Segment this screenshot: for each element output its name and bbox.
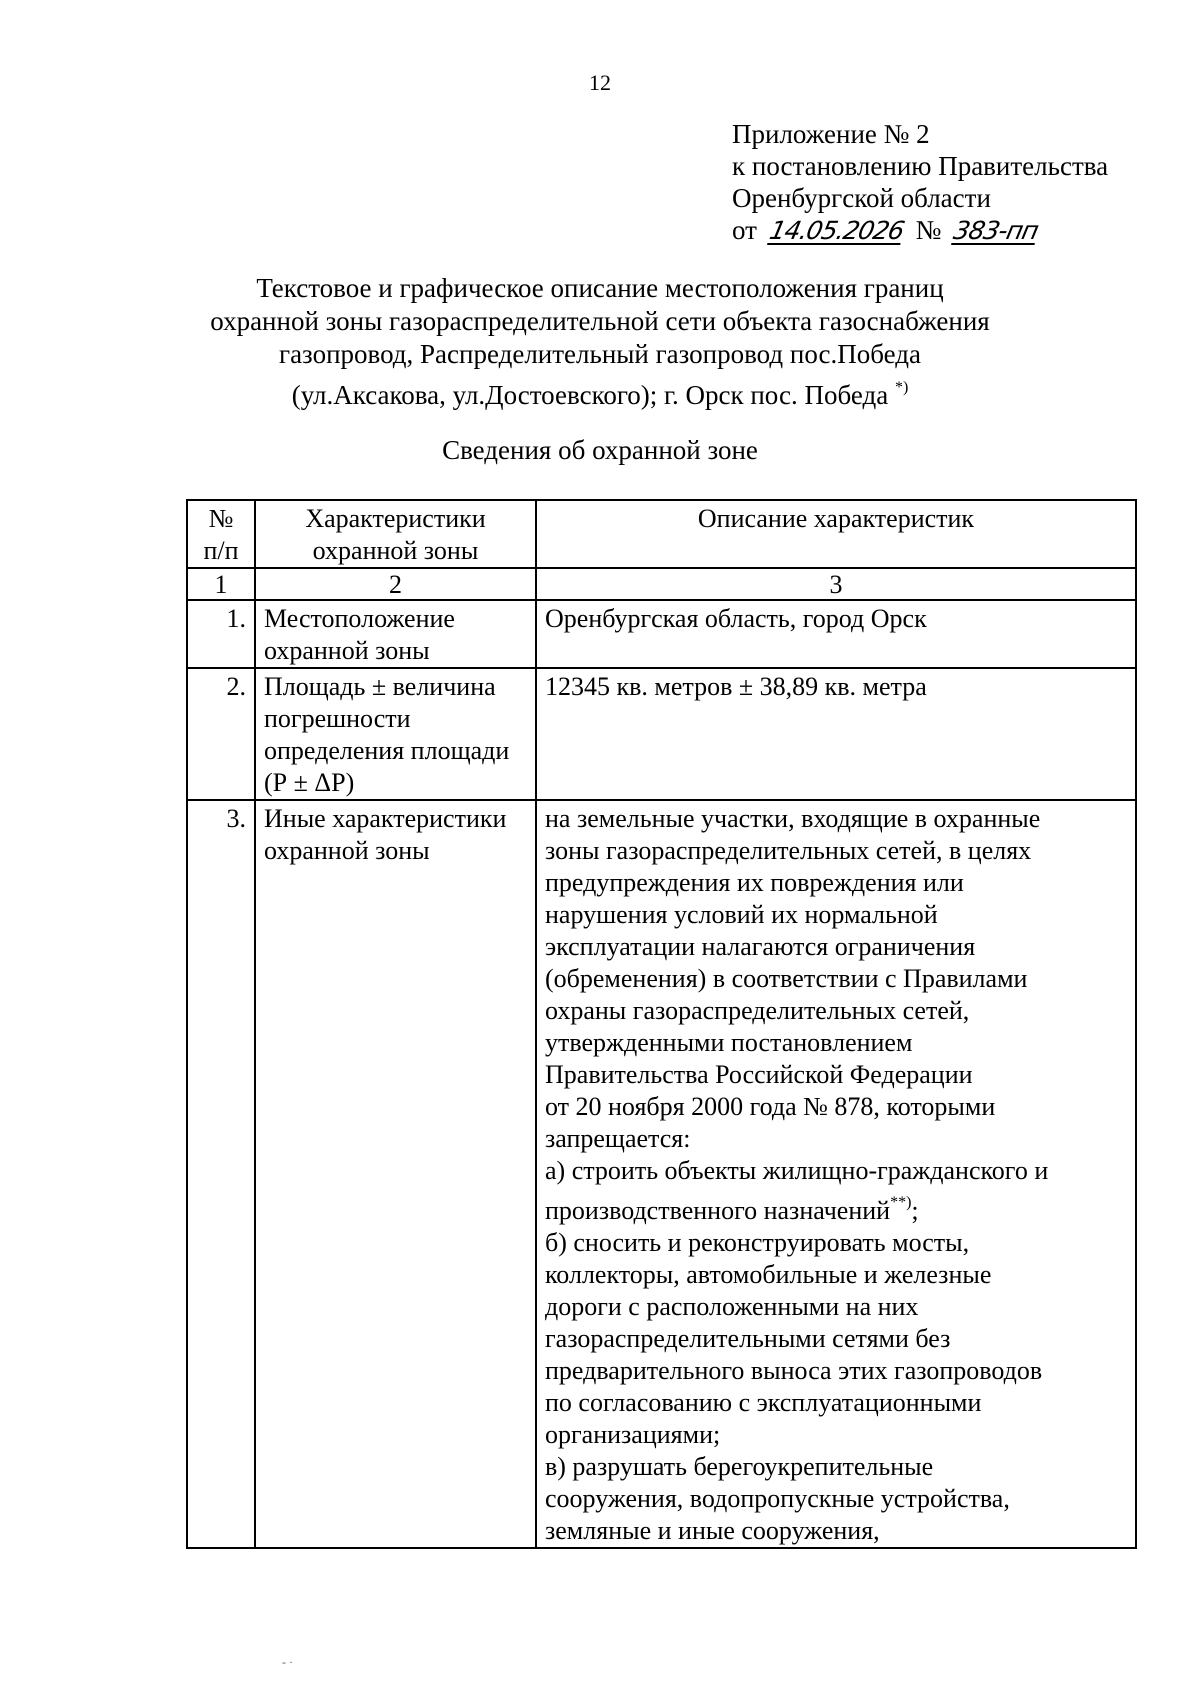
- desc-line: (обременения) в соответствии с Правилами: [545, 964, 1028, 993]
- table-index-row: [187, 568, 1136, 600]
- char-line: определения площади: [264, 736, 510, 765]
- header-description: Описание характеристик: [536, 500, 1136, 568]
- index-cell: 2: [255, 568, 536, 600]
- appendix-line-3: Оренбургской области: [732, 183, 991, 213]
- char-line: Местоположение: [264, 604, 455, 633]
- char-line: охранной зоны: [264, 636, 430, 665]
- char-line: Иные характеристики: [264, 804, 507, 833]
- desc-line: утвержденными постановлением: [545, 1028, 913, 1057]
- desc-line: земляные и иные сооружения,: [545, 1516, 880, 1545]
- title-line-2: охранной зоны газораспределительной сети объекта газоснабжения: [210, 306, 990, 336]
- char-line: Площадь ± величина: [264, 672, 496, 701]
- row-num: 2.: [187, 668, 255, 800]
- handwritten-date: 14.05.2026: [766, 216, 907, 245]
- desc-line: эксплуатации налагаются ограничения: [545, 932, 976, 961]
- row-characteristic: [255, 600, 536, 668]
- desc-line: газораспределительными сетями без: [545, 1324, 951, 1353]
- desc-line: в) разрушать берегоукрепительные: [545, 1452, 934, 1481]
- title-line-1: Текстовое и графическое описание местоположения границ: [256, 273, 944, 303]
- char-line: (Р ± ΔР): [264, 768, 355, 797]
- header-num-line-2: п/п: [203, 536, 239, 565]
- title-footnote-mark: *): [894, 379, 909, 396]
- handwritten-number: 383-пп: [951, 216, 1041, 245]
- header-char-line-2: охранной зоны: [312, 536, 479, 565]
- row-description: [536, 668, 1136, 800]
- desc-line: от 20 ноября 2000 года № 878, которыми: [545, 1092, 996, 1121]
- desc-line: коллекторы, автомобильные и железные: [545, 1260, 992, 1289]
- char-line: погрешности: [264, 704, 411, 733]
- desc-line-with-note: [545, 1187, 1127, 1227]
- row-characteristic: [255, 800, 536, 1548]
- desc-line: Оренбургская область, город Орск: [545, 604, 927, 633]
- appendix-header: [732, 118, 1108, 247]
- row-description: [536, 600, 1136, 668]
- row-description: [536, 800, 1136, 1548]
- number-prefix: №: [915, 215, 942, 245]
- desc-line: сооружения, водопропускные устройства,: [545, 1484, 1010, 1513]
- footnote-mark: **): [890, 1194, 912, 1211]
- index-cell: 3: [536, 568, 1136, 600]
- title-line-4: [0, 371, 1200, 412]
- index-cell: 1: [187, 568, 255, 600]
- desc-line: Правительства Российской Федерации: [545, 1060, 973, 1089]
- appendix-date-line: [732, 214, 1108, 247]
- char-line: охранной зоны: [264, 836, 430, 865]
- page-number: 12: [589, 70, 611, 95]
- desc-line: а) строить объекты жилищно-гражданского и: [545, 1156, 1049, 1185]
- desc-line: нарушения условий их нормальной: [545, 900, 938, 929]
- table-row: [187, 600, 1136, 668]
- desc-line: предварительного выноса этих газопроводов: [545, 1356, 1043, 1385]
- header-num-line-1: №: [208, 504, 234, 533]
- row-num: 1.: [187, 600, 255, 668]
- appendix-line-1: Приложение № 2: [732, 119, 930, 149]
- desc-line: дороги с расположенными на них: [545, 1292, 919, 1321]
- scan-mark: - ·: [282, 1655, 293, 1669]
- desc-line: зоны газораспределительных сетей, в целях: [545, 836, 1032, 865]
- title-line-4-text: (ул.Аксакова, ул.Достоевского); г. Орск пос. Победа: [291, 380, 889, 410]
- header-num: [187, 500, 255, 568]
- desc-line: производственного назначений: [545, 1196, 891, 1225]
- table-row: [187, 668, 1136, 800]
- row-num: 3.: [187, 800, 255, 1548]
- desc-line: организациями;: [545, 1420, 721, 1449]
- footnote-tail: ;: [911, 1196, 919, 1225]
- desc-line: предупреждения их повреждения или: [545, 868, 964, 897]
- appendix-line-2: к постановлению Правительства: [732, 151, 1109, 181]
- zone-table: [186, 499, 1137, 1549]
- desc-line: запрещается:: [545, 1124, 691, 1153]
- desc-line: б) сносить и реконструировать мосты,: [545, 1228, 970, 1257]
- table-row: [187, 800, 1136, 1548]
- header-characteristics: [255, 500, 536, 568]
- header-char-line-1: Характеристики: [305, 504, 486, 533]
- desc-line: на земельные участки, входящие в охранные: [545, 804, 1041, 833]
- desc-line: 12345 кв. метров ± 38,89 кв. метра: [545, 672, 927, 701]
- row-characteristic: [255, 668, 536, 800]
- section-subtitle: Сведения об охранной зоне: [442, 435, 758, 465]
- document-title: [0, 272, 1200, 412]
- desc-line: по согласованию с эксплуатационными: [545, 1388, 982, 1417]
- date-prefix: от: [732, 215, 757, 245]
- table-header-row: [187, 500, 1136, 568]
- desc-line: охраны газораспределительных сетей,: [545, 996, 970, 1025]
- title-line-3: газопровод, Распределительный газопровод пос.Победа: [279, 339, 921, 369]
